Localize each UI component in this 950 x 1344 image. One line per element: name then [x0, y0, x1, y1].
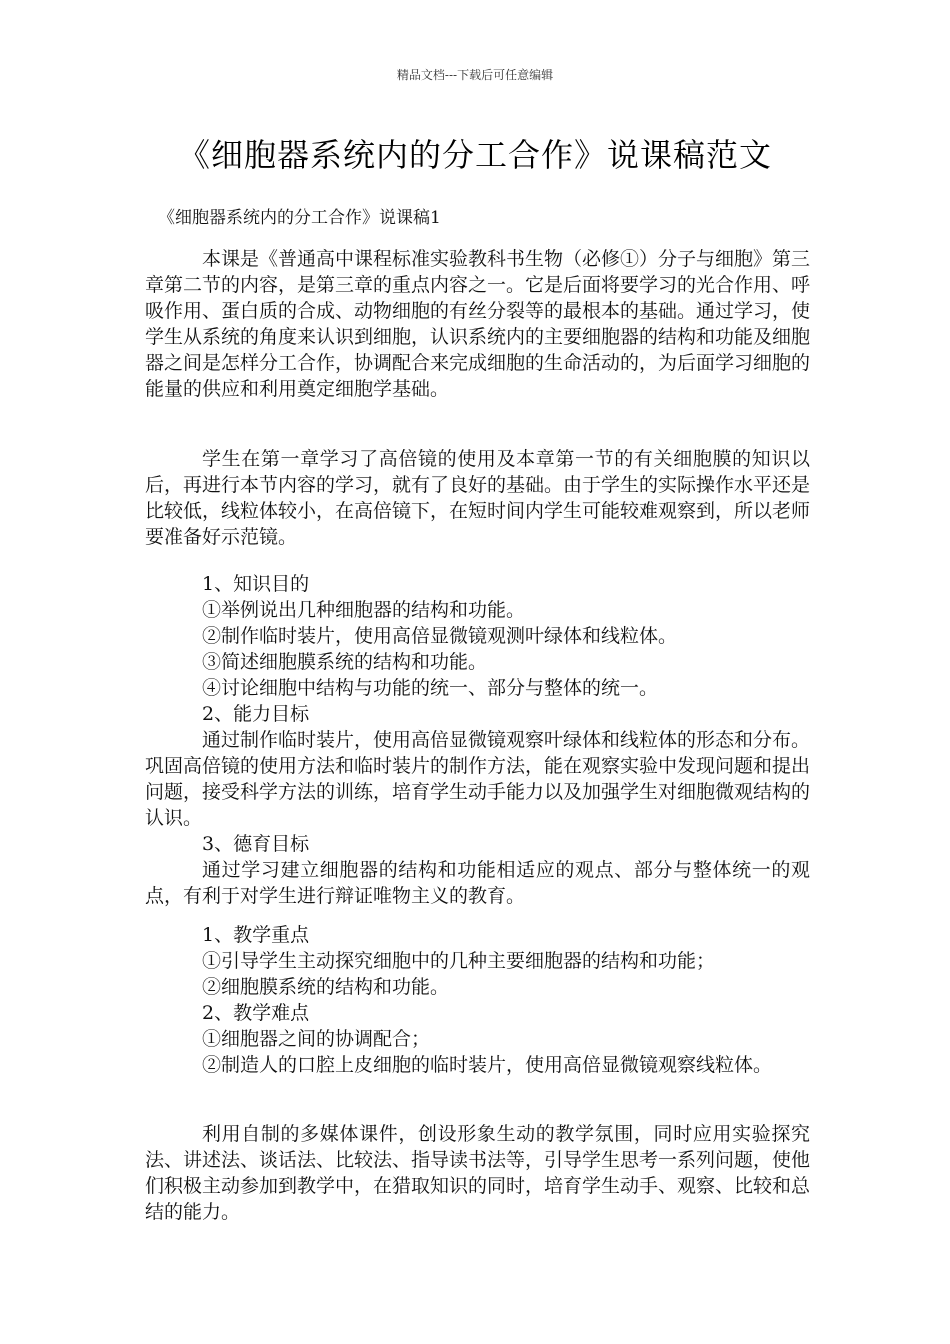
difficulty-heading: 2、教学难点 [202, 1002, 310, 1024]
knowledge-item-4: ④讨论细胞中结构与功能的统一、部分与整体的统一。 [202, 677, 659, 699]
document-subtitle: 《细胞器系统内的分工合作》说课稿1 [158, 208, 441, 228]
moral-paragraph: 通过学习建立细胞器的结构和功能相适应的观点、部分与整体统一的观点，有利于对学生进行辩证唯物主义的教育。 [145, 859, 810, 907]
methods-section [145, 1121, 810, 1225]
key-point-item-1: ①引导学生主动探究细胞中的几种主要细胞器的结构和功能； [202, 950, 716, 972]
key-point-item-2: ②细胞膜系统的结构和功能。 [202, 976, 450, 998]
student-analysis-section [145, 446, 810, 550]
knowledge-heading: 1、知识目的 [202, 573, 310, 595]
knowledge-item-3: ③简述细胞膜系统的结构和功能。 [202, 651, 488, 673]
moral-heading: 3、德育目标 [202, 833, 310, 855]
difficulty-item-1: ①细胞器之间的协调配合； [202, 1028, 431, 1050]
key-points-section [145, 922, 810, 1078]
methods-paragraph: 利用自制的多媒体课件，创设形象生动的教学氛围，同时应用实验探究法、讲述法、谈话法、比较法、指导读书法等，引导学生思考一系列问题，使他们积极主动参加到教学中，在猎取知识的同时，培育学生动手、观察、比较和总结的能力。 [145, 1123, 811, 1223]
difficulty-item-2: ②制造人的口腔上皮细胞的临时装片，使用高倍显微镜观察线粒体。 [202, 1054, 773, 1076]
knowledge-item-1: ①举例说出几种细胞器的结构和功能。 [202, 599, 526, 621]
knowledge-item-2: ②制作临时装片，使用高倍显微镜观测叶绿体和线粒体。 [202, 625, 678, 647]
ability-heading: 2、能力目标 [202, 703, 310, 725]
student-analysis-paragraph: 学生在第一章学习了高倍镜的使用及本章第一节的有关细胞膜的知识以后，再进行本节内容的学习，就有了良好的基础。由于学生的实际操作水平还是比较低，线粒体较小，在高倍镜下，在短时间内学生可能较难观察到，所以老师要准备好示范镜。 [145, 448, 811, 548]
intro-section [145, 246, 810, 402]
key-point-heading: 1、教学重点 [202, 924, 310, 946]
ability-paragraph: 通过制作临时装片，使用高倍显微镜观察叶绿体和线粒体的形态和分布。巩固高倍镜的使用方法和临时装片的制作方法，能在观察实验中发现问题和提出问题，接受科学方法的训练，培育学生动手能力以及加强学生对细胞微观结构的认识。 [145, 729, 811, 829]
objectives-section [145, 571, 810, 909]
document-title: 《细胞器系统内的分工合作》说课稿范文 [177, 136, 772, 174]
intro-paragraph: 本课是《普通高中课程标准实验教科书生物（必修①）分子与细胞》第三章第二节的内容，是第三章的重点内容之一。它是后面将要学习的光合作用、呼吸作用、蛋白质的合成、动物细胞的有丝分裂等的最根本的基础。通过学习，使学生从系统的角度来认识到细胞，认识系统内的主要细胞器的结构和功能及细胞器之间是怎样分工合作，协调配合来完成细胞的生命活动的，为后面学习细胞的能量的供应和利用奠定细胞学基础。 [145, 248, 811, 400]
page-header-note: 精品文档---下载后可任意编辑 [396, 68, 554, 82]
